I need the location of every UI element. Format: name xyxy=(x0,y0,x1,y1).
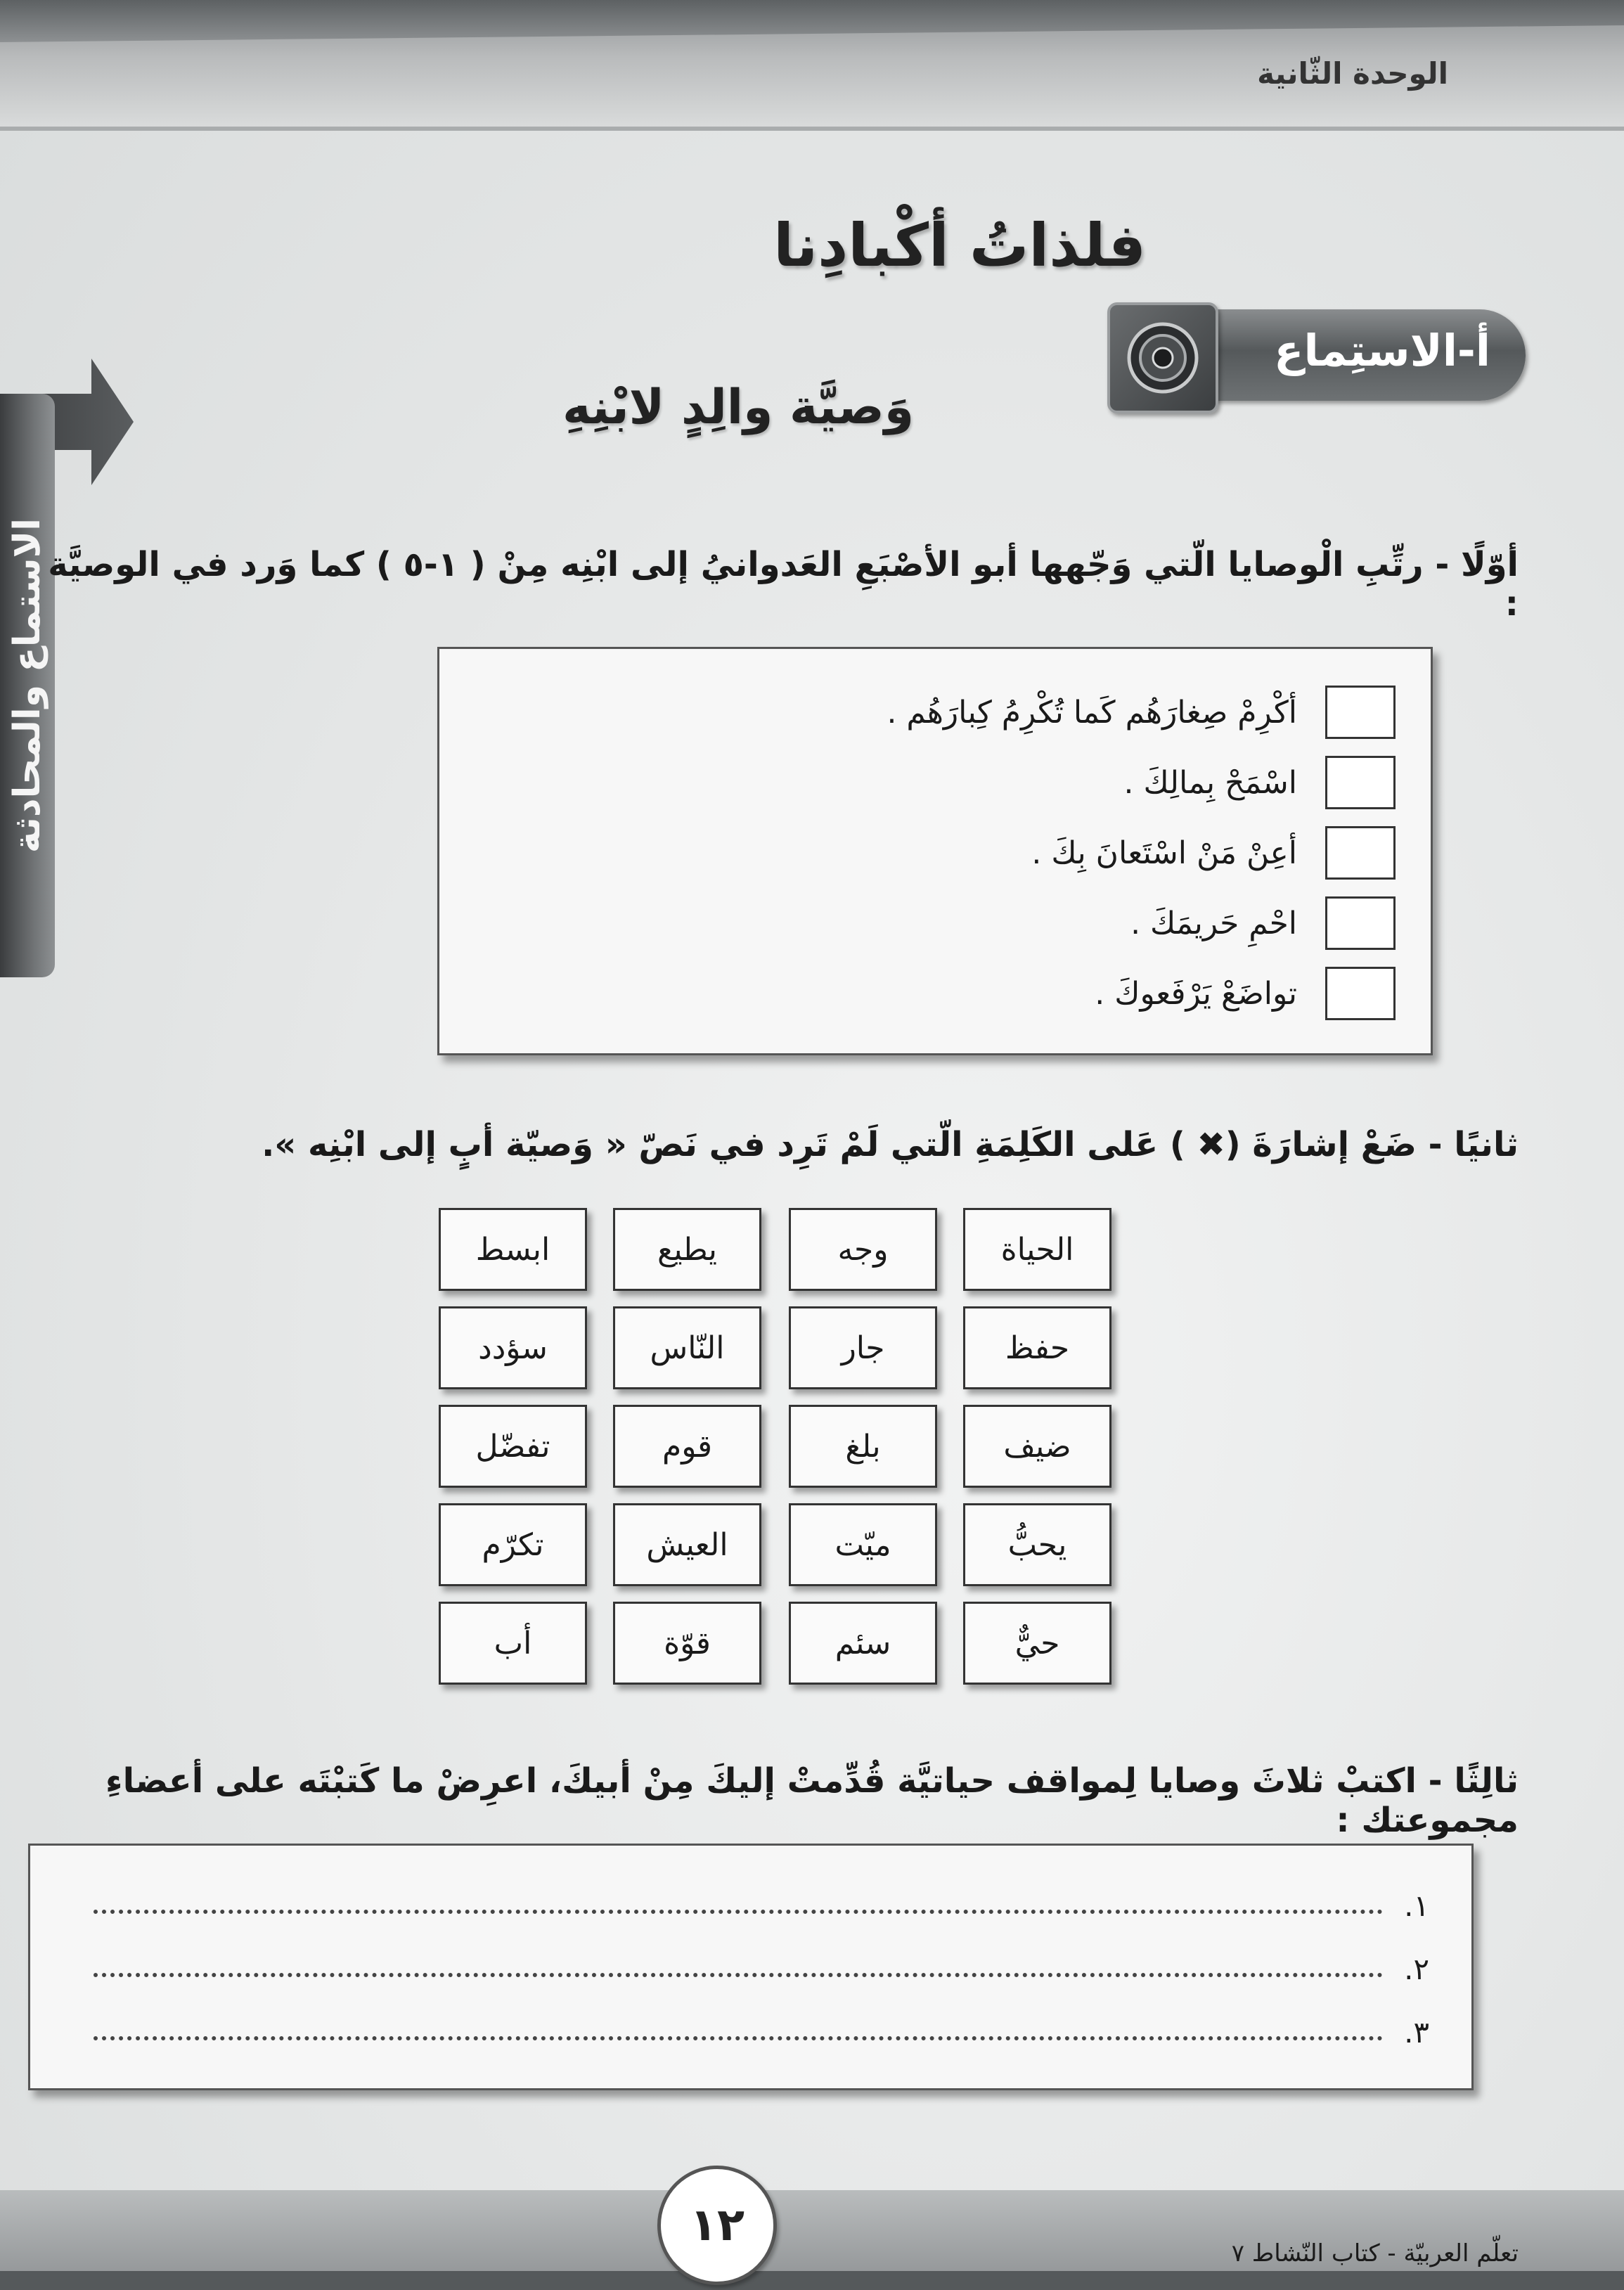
side-section-tab xyxy=(0,394,55,977)
question-2: ثانيًا - ضَعْ إشارَةَ (✖ ) عَلى الكَلِمَةِ الّتي لَمْ تَرِد في نَصّ « وَصيّة أبٍ إلى ابْنِه ». xyxy=(262,1125,1519,1164)
ordering-box xyxy=(437,647,1433,1055)
order-item xyxy=(482,965,1396,1022)
order-item xyxy=(482,825,1396,881)
footer-band-dark xyxy=(0,2271,1624,2290)
word-cell[interactable]: يطيع xyxy=(613,1208,761,1291)
order-item-text: احْمِ حَريمَكَ . xyxy=(1130,905,1297,941)
word-cell[interactable]: سئم xyxy=(789,1602,937,1685)
unit-label: الوحدة الثّانية xyxy=(1257,56,1448,91)
book-title: تعلّم العربيّة - كتاب النّشاط ٧ xyxy=(1231,2239,1519,2268)
order-item-text: أعِنْ مَنْ اسْتَعانَ بِكَ . xyxy=(1031,835,1297,871)
word-cell[interactable]: حيٌّ xyxy=(963,1602,1111,1685)
question-1: أوّلًا - رتِّبِ الْوصايا الّتي وَجّهها أبو الأصْبَعِ العَدوانيُ إلى ابْنِه مِنْ ( ١-٥ ) كما وَرد في الوصيَّة : xyxy=(48,545,1519,624)
order-item xyxy=(482,684,1396,740)
dotted-line xyxy=(94,2036,1383,2040)
word-cell[interactable]: ضيف xyxy=(963,1405,1111,1488)
word-cell[interactable]: النّاس xyxy=(613,1306,761,1389)
word-cell[interactable]: تفضّل xyxy=(439,1405,587,1488)
order-item xyxy=(482,754,1396,811)
writing-line[interactable] xyxy=(94,2011,1429,2053)
order-checkbox[interactable] xyxy=(1325,826,1396,880)
writing-line[interactable] xyxy=(94,1884,1429,1926)
order-checkbox[interactable] xyxy=(1325,896,1396,950)
word-cell[interactable]: تكرّم xyxy=(439,1503,587,1586)
line-number: ٣. xyxy=(1404,2014,1429,2050)
order-item-text: اسْمَحْ بِمالِكَ . xyxy=(1123,764,1297,801)
order-checkbox[interactable] xyxy=(1325,967,1396,1020)
word-cell[interactable]: سؤدد xyxy=(439,1306,587,1389)
writing-line[interactable] xyxy=(94,1948,1429,1990)
line-number: ٢. xyxy=(1404,1951,1429,1986)
word-cell[interactable]: جار xyxy=(789,1306,937,1389)
word-cell[interactable]: أب xyxy=(439,1602,587,1685)
order-checkbox[interactable] xyxy=(1325,686,1396,739)
side-tab-label: الاستماع والمحادثة xyxy=(6,517,49,854)
order-checkbox[interactable] xyxy=(1325,756,1396,809)
word-cell[interactable]: وجه xyxy=(789,1208,937,1291)
word-cell[interactable]: ميّت xyxy=(789,1503,937,1586)
line-number: ١. xyxy=(1404,1888,1429,1923)
dotted-line xyxy=(94,1973,1383,1977)
word-cell[interactable]: العيش xyxy=(613,1503,761,1586)
order-item-text: تواضَعْ يَرْفَعوكَ . xyxy=(1095,975,1297,1012)
lesson-subtitle: وَصيَّة والِدٍ لابْنِهِ xyxy=(562,380,914,435)
word-cell[interactable]: ابسط xyxy=(439,1208,587,1291)
writing-box xyxy=(28,1844,1474,2090)
word-cell[interactable]: الحياة xyxy=(963,1208,1111,1291)
section-badge-label: أ-الاستِماع xyxy=(1274,325,1490,376)
word-cell[interactable]: بلغ xyxy=(789,1405,937,1488)
order-item-text: أكْرِمْ صِغارَهُم كَما تُكْرِمُ كِبارَهُم . xyxy=(887,694,1297,731)
word-cell[interactable]: قوم xyxy=(613,1405,761,1488)
word-cell[interactable]: قوّة xyxy=(613,1602,761,1685)
order-item xyxy=(482,895,1396,951)
question-3: ثالِثًا - اكتبْ ثلاثَ وصايا لِمواقف حياتيَّة قُدِّمتْ إليكَ مِنْ أبيكَ، اعرِضْ ما كَتبْتَه على أعضاءِ مجموعتك : xyxy=(105,1761,1519,1840)
word-cell[interactable]: يحبُّ xyxy=(963,1503,1111,1586)
page-number: ١٢ xyxy=(657,2166,777,2285)
dotted-line xyxy=(94,1910,1383,1914)
speaker-icon xyxy=(1107,302,1218,413)
word-cell[interactable]: حفظ xyxy=(963,1306,1111,1389)
page-title: فلذاتُ أكْبادِنا xyxy=(773,211,1146,280)
